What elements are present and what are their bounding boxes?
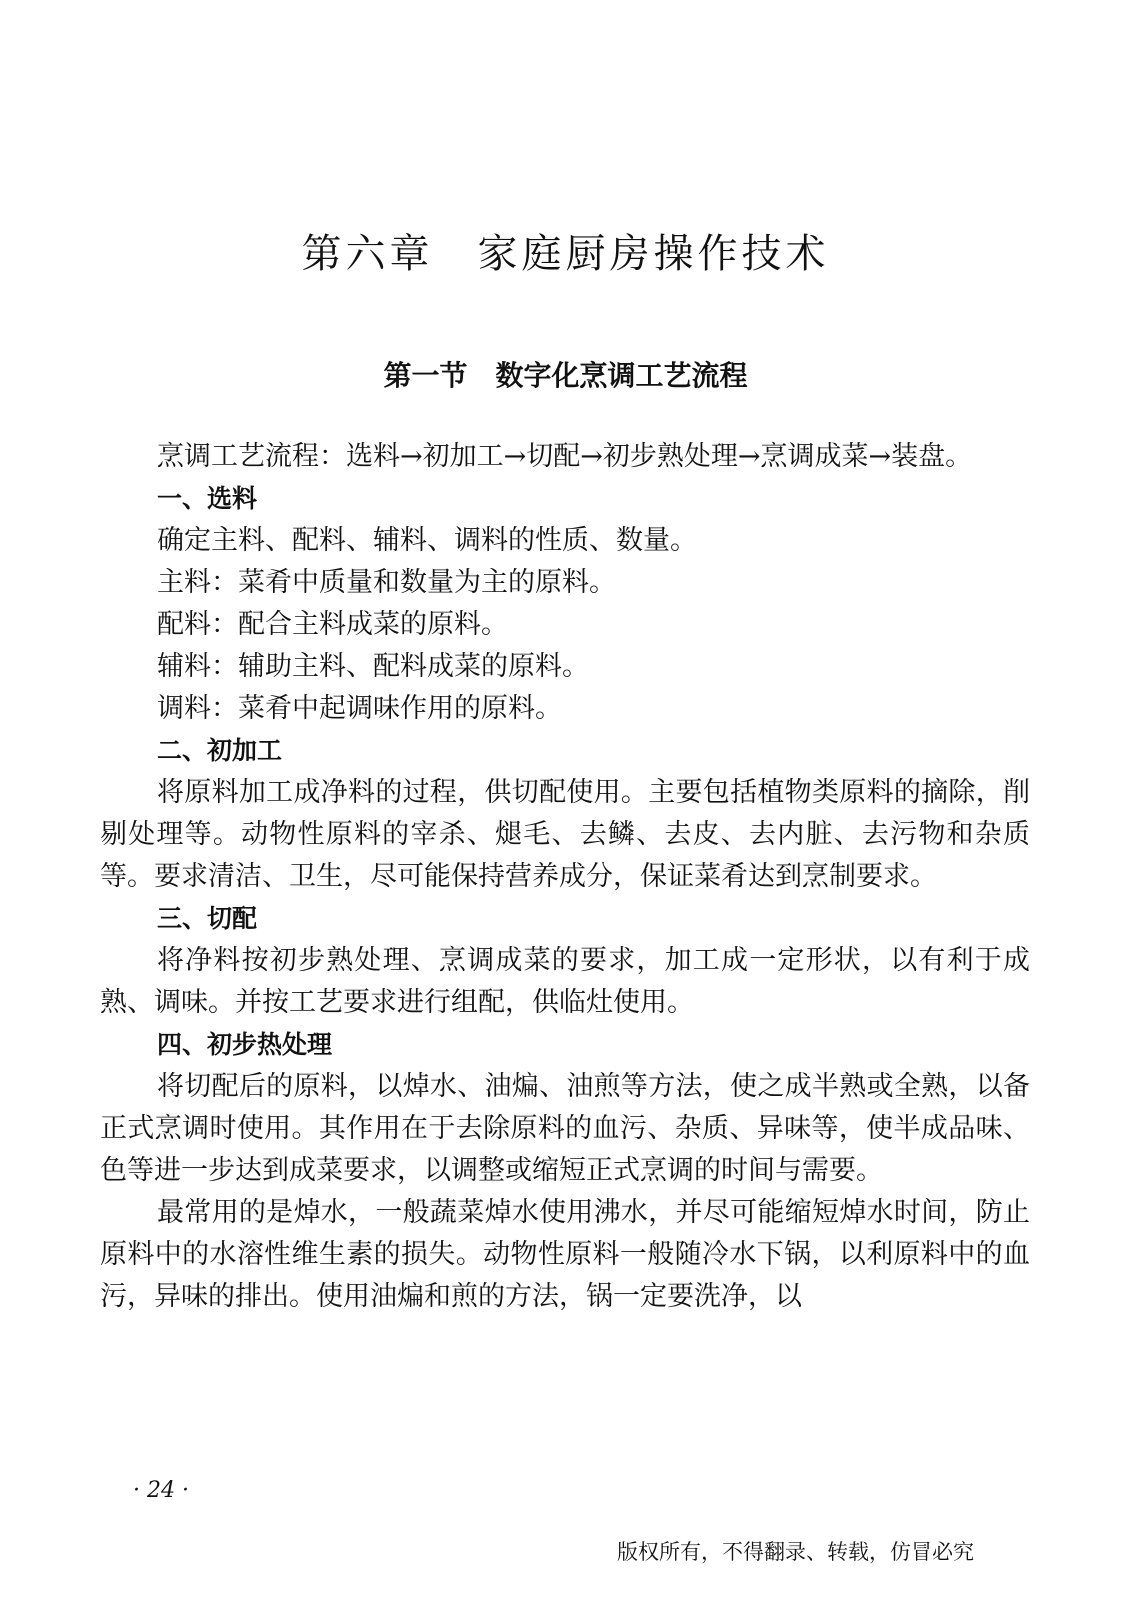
paragraph: 辅料：辅助主料、配料成菜的原料。: [157, 651, 589, 682]
paragraph: 将净料按初步熟处理、烹调成菜的要求，加工成一定形状，以有利于成熟、调味。并按工艺要求进行组配，供临灶使用。: [100, 945, 1030, 1018]
section-title: 第一节 数字化烹调工艺流程: [383, 359, 748, 392]
subsection-heading: 一、选料: [157, 484, 258, 513]
subsection-heading: 四、初步热处理: [157, 1030, 333, 1059]
paragraph: 最常用的是焯水，一般蔬菜焯水使用沸水，并尽可能缩短焯水时间，防止原料中的水溶性维生素的损失。动物性原料一般随冷水下锅，以利原料中的血污，异味的排出。使用油煸和煎的方法，锅一定要洗净，以: [100, 1197, 1030, 1312]
chapter-title: 第六章 家庭厨房操作技术: [301, 231, 830, 277]
paragraph: 主料：菜肴中质量和数量为主的原料。: [157, 567, 616, 598]
subsection-heading: 二、初加工: [157, 736, 283, 765]
paragraph: 配料：配合主料成菜的原料。: [157, 609, 508, 640]
paragraph: 调料：菜肴中起调味作用的原料。: [157, 693, 562, 724]
paragraph: 将切配后的原料，以焯水、油煸、油煎等方法，使之成半熟或全熟，以备正式烹调时使用。其作用在于去除原料的血污、杂质、异味等，使半成品味、色等进一步达到成菜要求，以调整或缩短正式烹调的时间与需要。: [100, 1071, 1030, 1186]
paragraph: 将原料加工成净料的过程，供切配使用。主要包括植物类原料的摘除，削剔处理等。动物性原料的宰杀、煺毛、去鳞、去皮、去内脏、去污物和杂质等。要求清洁、卫生，尽可能保持营养成分，保证菜肴达到烹制要求。: [100, 777, 1030, 892]
paragraph: 确定主料、配料、辅料、调料的性质、数量。: [157, 525, 697, 556]
body-text: [100, 436, 1030, 1318]
copyright-notice: 版权所有，不得翻录、转载，仿冒必究: [617, 1540, 974, 1564]
paragraph: 烹调工艺流程：选料→初加工→切配→初步熟处理→烹调成菜→装盘。: [157, 441, 973, 472]
subsection-heading: 三、切配: [157, 904, 258, 933]
page-number: · 24 ·: [133, 1478, 189, 1503]
